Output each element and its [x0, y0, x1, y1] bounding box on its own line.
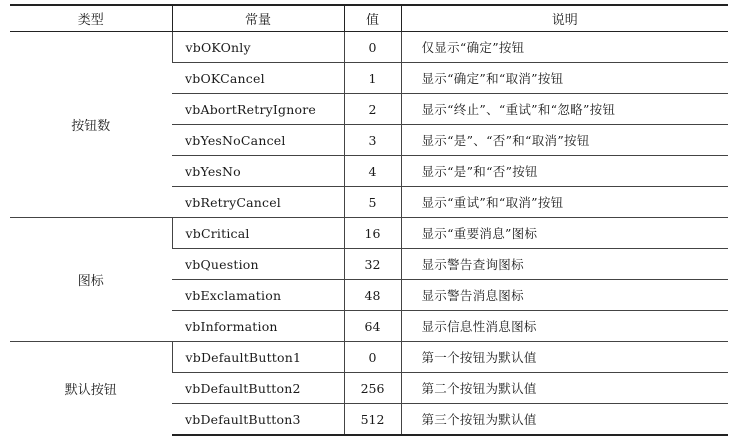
value-cell: 16 [344, 218, 401, 249]
value-cell: 64 [344, 311, 401, 342]
value-cell: 0 [344, 32, 401, 63]
type-cell: 按钮数 [10, 32, 172, 218]
table-row [10, 342, 728, 373]
description-cell: 第一个按钮为默认值 [401, 342, 728, 373]
value-cell: 5 [344, 187, 401, 218]
description-cell: 显示信息性消息图标 [401, 311, 728, 342]
type-cell: 图标 [10, 218, 172, 342]
header-constant: 常量 [172, 5, 344, 32]
header-description: 说明 [401, 5, 728, 32]
value-cell: 3 [344, 125, 401, 156]
constant-cell: vbAbortRetryIgnore [172, 94, 344, 125]
description-cell: 显示“重试”和“取消”按钮 [401, 187, 728, 218]
constant-cell: vbDefaultButton2 [172, 373, 344, 404]
description-cell: 显示“是”、“否”和“取消”按钮 [401, 125, 728, 156]
description-cell: 显示“重要消息”图标 [401, 218, 728, 249]
header-row [10, 5, 728, 32]
description-cell: 第二个按钮为默认值 [401, 373, 728, 404]
constant-cell: vbInformation [172, 311, 344, 342]
description-cell: 第三个按钮为默认值 [401, 404, 728, 436]
description-cell: 显示警告查询图标 [401, 249, 728, 280]
table-row [10, 218, 728, 249]
constant-cell: vbOKOnly [172, 32, 344, 63]
constant-cell: vbCritical [172, 218, 344, 249]
description-cell: 显示“确定”和“取消”按钮 [401, 63, 728, 94]
value-cell: 0 [344, 342, 401, 373]
value-cell: 32 [344, 249, 401, 280]
msgbox-constants-table [10, 4, 728, 436]
description-cell: 显示“是”和“否”按钮 [401, 156, 728, 187]
value-cell: 256 [344, 373, 401, 404]
constant-cell: vbYesNoCancel [172, 125, 344, 156]
constant-cell: vbOKCancel [172, 63, 344, 94]
table-body [10, 32, 728, 436]
constant-cell: vbDefaultButton3 [172, 404, 344, 436]
header-type: 类型 [10, 5, 172, 32]
value-cell: 1 [344, 63, 401, 94]
constant-cell: vbDefaultButton1 [172, 342, 344, 373]
description-cell: 显示“终止”、“重试”和“忽略”按钮 [401, 94, 728, 125]
description-cell: 显示警告消息图标 [401, 280, 728, 311]
table-row [10, 32, 728, 63]
constant-cell: vbRetryCancel [172, 187, 344, 218]
type-cell: 默认按钮 [10, 342, 172, 436]
table-header [10, 5, 728, 32]
value-cell: 512 [344, 404, 401, 436]
constant-cell: vbQuestion [172, 249, 344, 280]
header-value: 值 [344, 5, 401, 32]
value-cell: 2 [344, 94, 401, 125]
value-cell: 48 [344, 280, 401, 311]
constant-cell: vbExclamation [172, 280, 344, 311]
value-cell: 4 [344, 156, 401, 187]
description-cell: 仅显示“确定”按钮 [401, 32, 728, 63]
constant-cell: vbYesNo [172, 156, 344, 187]
